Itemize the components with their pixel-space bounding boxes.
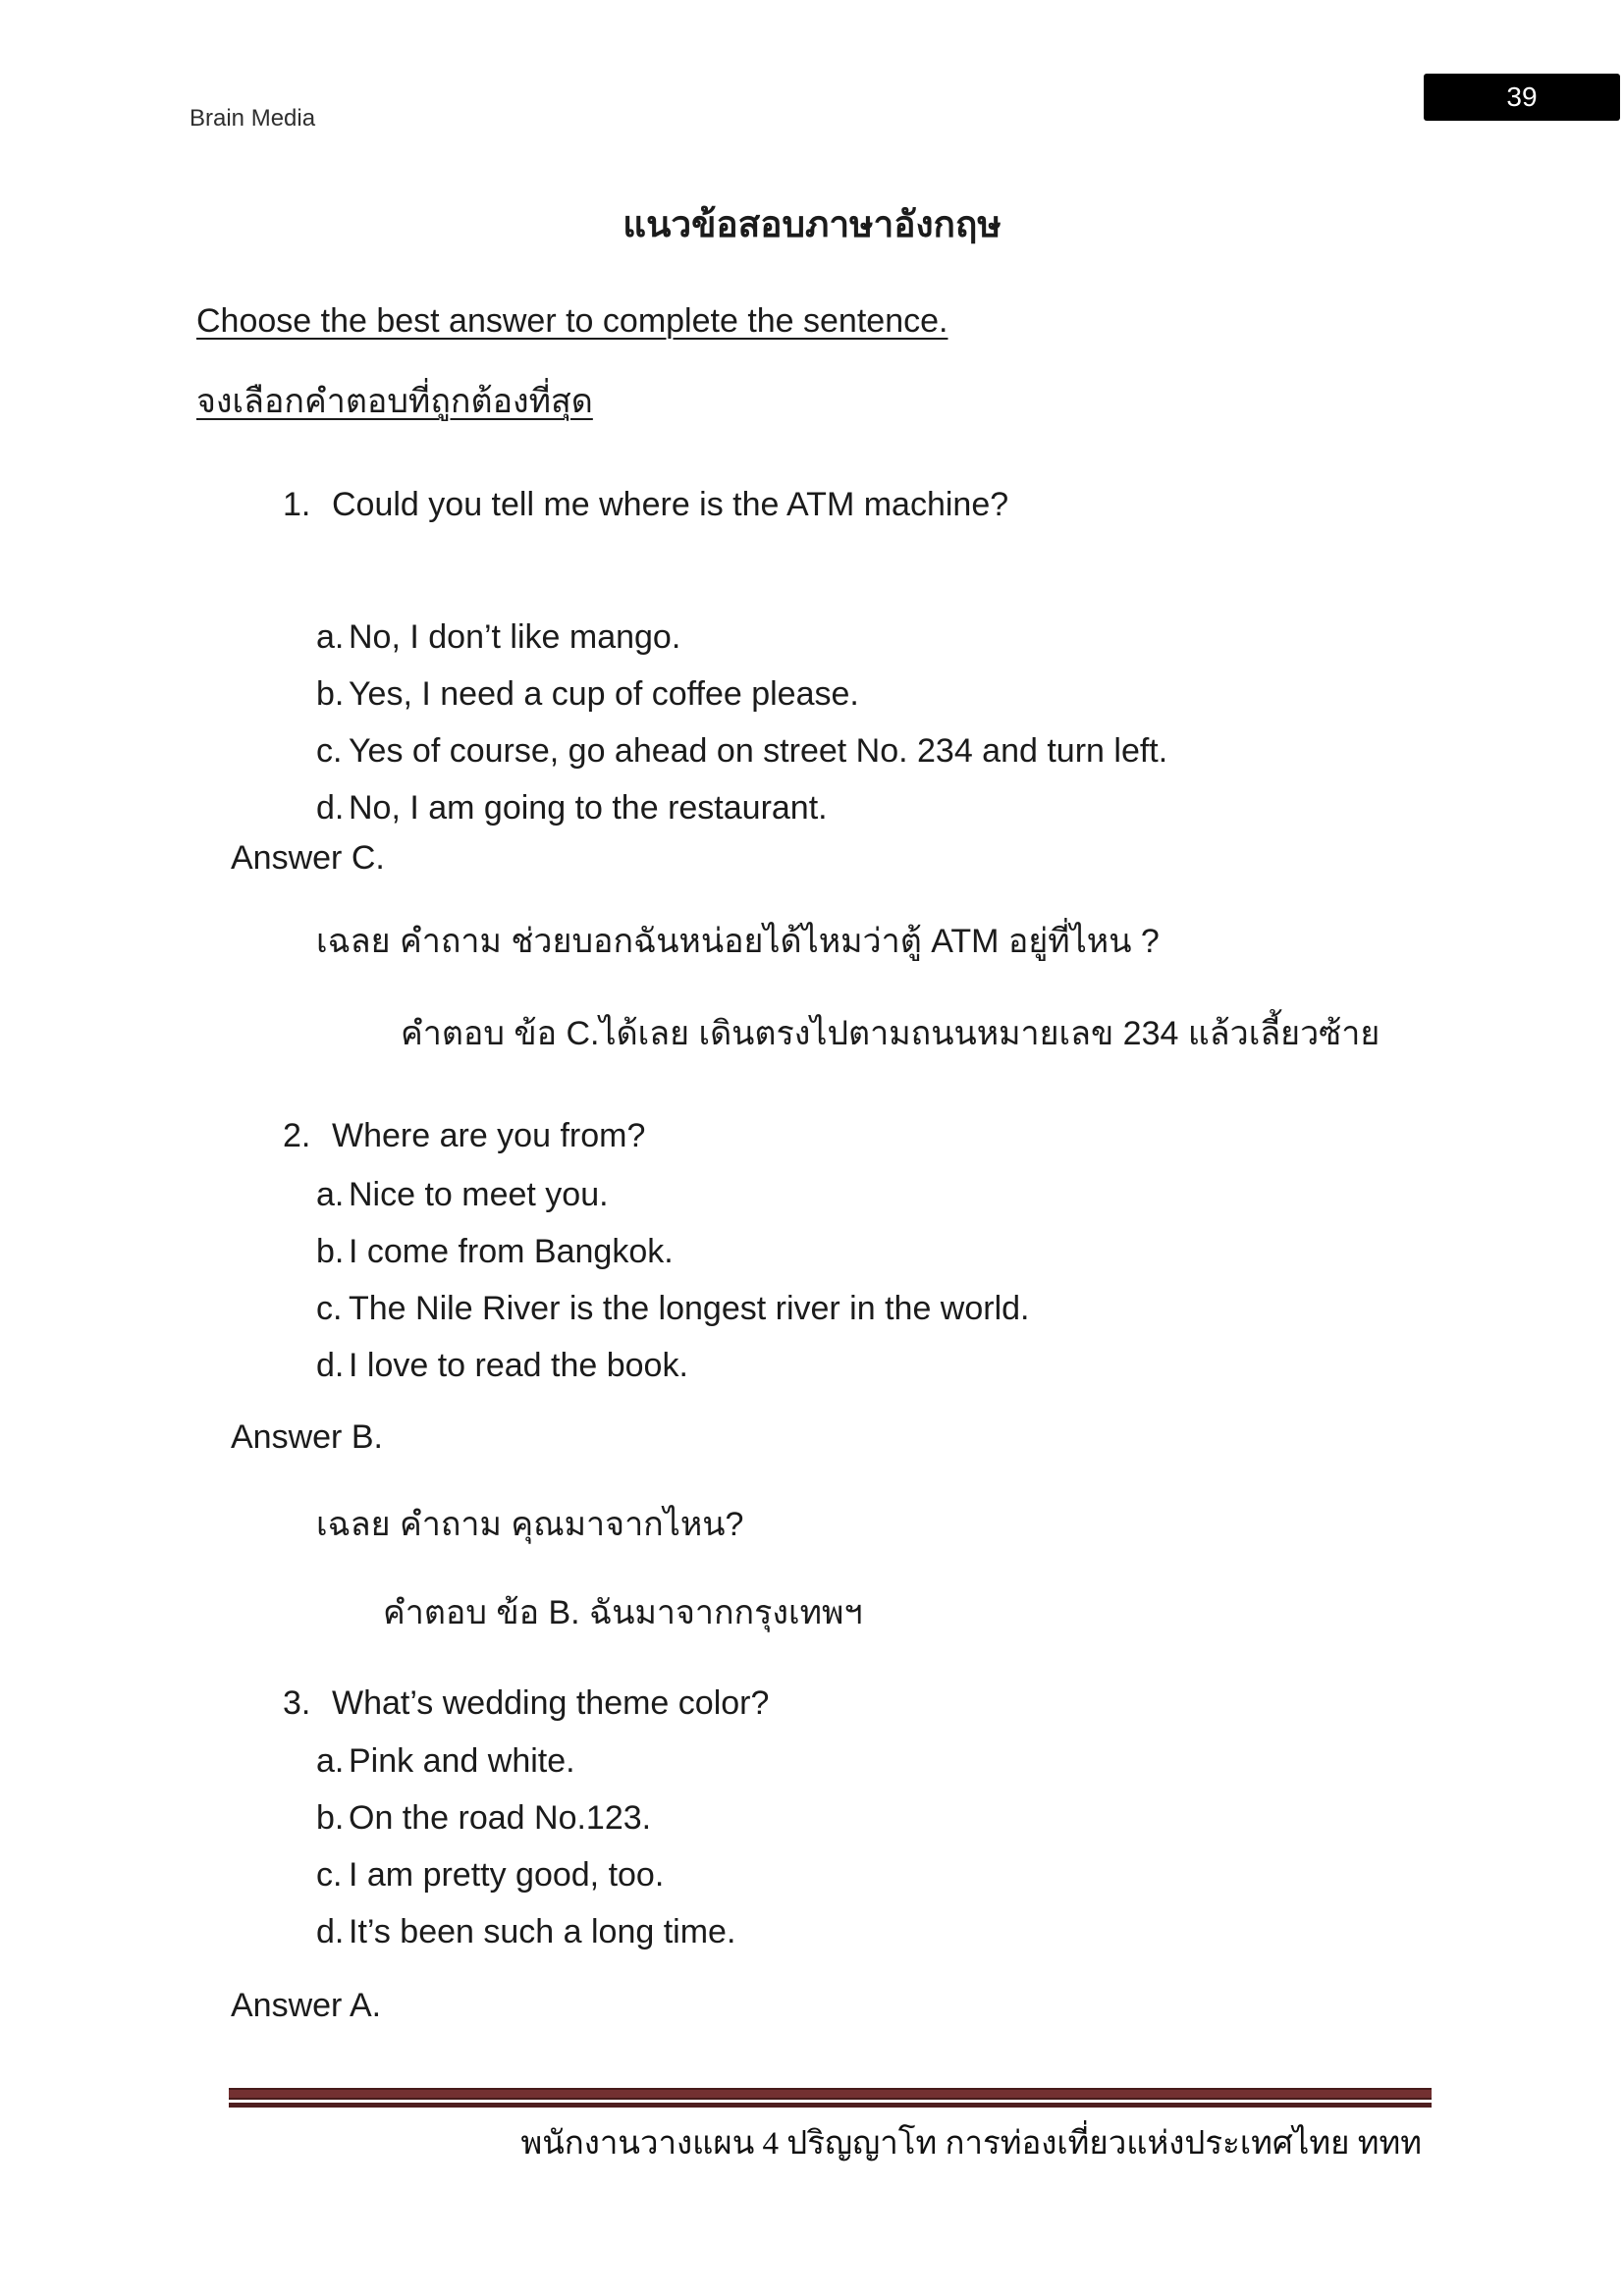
question-1-answer: Answer C. [231,839,385,877]
question-2-option-b [0,1233,1624,1280]
question-1-option-d [0,789,1624,836]
option-letter: b. [316,1799,345,1837]
option-letter: a. [316,1742,345,1780]
option-text: No, I don’t like mango. [349,618,681,656]
option-text: No, I am going to the restaurant. [349,789,828,827]
option-letter: a. [316,1176,345,1213]
question-2-explanation-answer: คำตอบ ข้อ B. ฉันมาจากกรุงเทพฯ [383,1594,863,1631]
option-letter: b. [316,675,345,713]
option-text: The Nile River is the longest river in the world. [349,1290,1030,1327]
option-text: Nice to meet you. [349,1176,609,1213]
question-2-answer: Answer B. [231,1418,383,1456]
footer-text: พนักงานวางแผน 4 ปริญญาโท การท่องเที่ยวแห่งประเทศไทย ททท [520,2126,1422,2162]
option-text: It’s been such a long time. [349,1913,736,1950]
question-3-option-c [0,1856,1624,1903]
option-text: I love to read the book. [349,1347,688,1384]
question-1-option-b [0,675,1624,722]
instruction-thai: จงเลือกคำตอบที่ถูกต้องที่สุด [196,383,593,420]
question-number: 3. [283,1684,311,1722]
brand-text: Brain Media [189,105,316,132]
question-3-answer: Answer A. [231,1987,382,2024]
question-3 [0,1684,1624,1732]
question-number: 2. [283,1117,311,1154]
question-3-option-d [0,1913,1624,1960]
question-3-option-a [0,1742,1624,1789]
option-letter: c. [316,1290,343,1327]
option-letter: d. [316,1913,345,1950]
footer-divider-thin [229,2103,1432,2108]
question-2-option-d [0,1347,1624,1394]
option-letter: d. [316,789,345,827]
question-1-explanation-answer: คำตอบ ข้อ C.ได้เลย เดินตรงไปตามถนนหมายเลข 234 แล้วเลี้ยวซ้าย [401,1015,1380,1052]
option-letter: c. [316,732,343,770]
page-title: แนวข้อสอบภาษาอังกฤษ [623,204,1001,244]
question-3-option-b [0,1799,1624,1846]
instruction-english: Choose the best answer to complete the sentence. [196,302,948,340]
question-text: Could you tell me where is the ATM machine? [332,486,1009,523]
footer-divider-thick [229,2088,1432,2100]
question-number: 1. [283,486,311,523]
option-letter: a. [316,618,345,656]
question-1-option-c [0,732,1624,779]
option-text: On the road No.123. [349,1799,652,1837]
option-text: Yes, I need a cup of coffee please. [349,675,859,713]
page-number-box [1424,74,1620,121]
option-letter: b. [316,1233,345,1270]
page-number: 39 [1506,81,1538,112]
option-text: Yes of course, go ahead on street No. 234 and turn left. [349,732,1168,770]
option-letter: d. [316,1347,345,1384]
option-text: I am pretty good, too. [349,1856,665,1894]
question-1-explanation-question: เฉลย คำถาม ช่วยบอกฉันหน่อยได้ไหมว่าตู้ ATM อยู่ที่ไหน ? [316,923,1160,960]
question-2 [0,1117,1624,1164]
question-2-explanation-question: เฉลย คำถาม คุณมาจากไหน? [316,1506,744,1543]
question-text: What’s wedding theme color? [332,1684,770,1722]
question-1-option-a [0,618,1624,666]
question-text: Where are you from? [332,1117,646,1154]
question-2-option-a [0,1176,1624,1223]
question-2-option-c [0,1290,1624,1337]
question-1 [0,486,1624,533]
option-letter: c. [316,1856,343,1894]
option-text: I come from Bangkok. [349,1233,674,1270]
option-text: Pink and white. [349,1742,575,1780]
